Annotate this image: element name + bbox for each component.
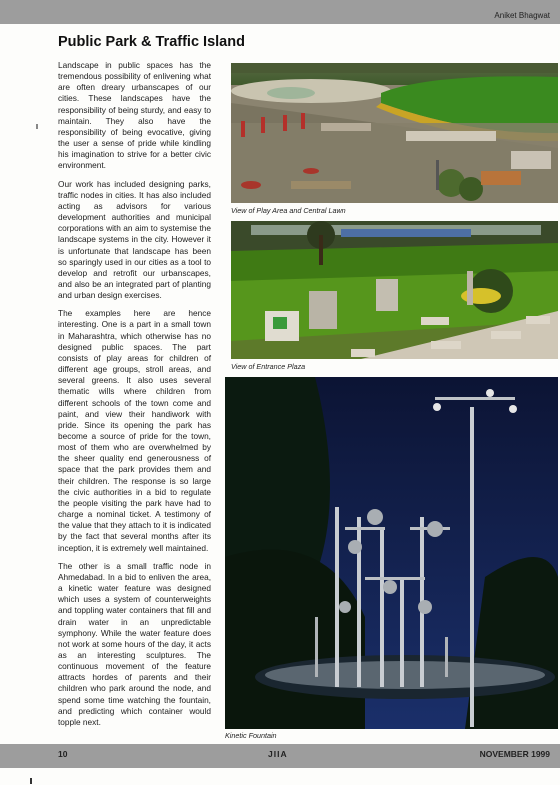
play-area-image [231,63,558,203]
paragraph: The examples here are hence interesting. One is a part in a small town in Maharashtra, which otherwise has no designed public spaces. The part consists of play areas for children of different age groups, stroll areas, and several greens. It also uses several thematic wills where children from different schools of the town come and paint, and view their handiwork with pride. Since its opening the park has become a source of pride for the town, most of them who are overwhelmed by the sheer quality end generousness of space that the park provides them and their children. The response is so large the civic authorities in a bid to regulate the people visiting the park have had to charge a nominal ticket. A testimony of the value that they attach to it is indicated by the fact that several months after its inception, it is extremely well maintained. [58,308,211,553]
author-name: Aniket Bhagwat [494,11,550,20]
page-number: 10 [58,749,68,759]
figure-caption: View of Play Area and Central Lawn [231,206,346,215]
kinetic-fountain-photo [225,377,558,729]
issue-date: NOVEMBER 1999 [479,749,550,759]
journal-name: JIIA [268,749,288,759]
margin-mark [36,124,38,129]
paragraph: Our work has included designing parks, traffic nodes in cities. It has also included acting as advisors for various development authorities and municipal corporations with an aim to systemise the landscape systems in the city. However it is unfortunate that landscape has been so sparingly used in our cities as a tool to develop and retrofit our urbanscapes, and also be an integrated part of planting and urban design exercises. [58,178,211,301]
header-band [0,0,560,24]
kinetic-fountain-image [225,377,558,729]
figure-caption: View of Entrance Plaza [231,362,306,371]
play-area-photo [231,63,558,203]
paragraph: The other is a small traffic node in Ahmedabad. In a bid to enliven the area, a kinetic water feature was designed which uses a system of counterweights and toppling water containers that fill and drain water in an unpredictable symphony. While the water feature does not work at some hours of the day, it acts as an interesting sculptures. The continuous movement of the feature attracts hordes of parents and their children who park around the node, and spend some time watching the fountain, and predicting which container would topple next. [58,560,211,727]
entrance-plaza-photo [231,221,558,359]
article-title: Public Park & Traffic Island [58,34,245,50]
figure-caption: Kinetic Fountain [225,731,277,740]
article-body [58,60,211,735]
paragraph: Landscape in public spaces has the tremendous possibility of enlivening what are often dreary urbanscapes of our cities. These landscapes have the responsibility of being sturdy, and easy to maintain. They also have the responsibility of being evocative, giving the user a sense of pride while kindling his imagination to strive for a better civic environment. [58,60,211,171]
entrance-plaza-image [231,221,558,359]
margin-mark [30,778,32,784]
footer-band [0,744,560,768]
